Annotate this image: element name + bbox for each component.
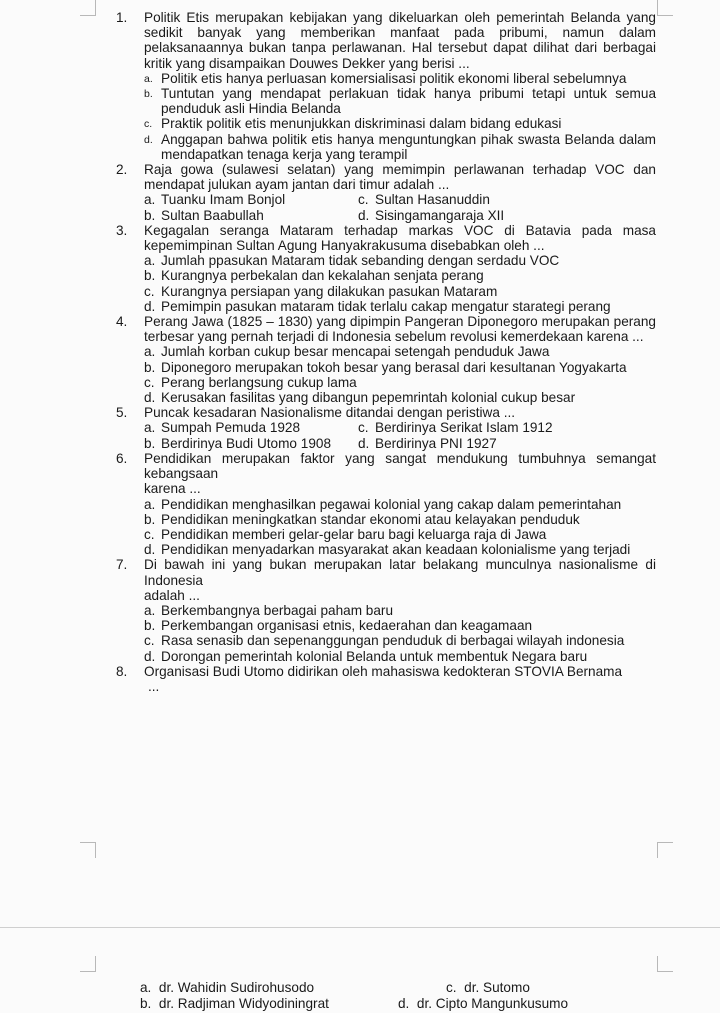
options-row-1 xyxy=(140,980,660,996)
option-c: c. Rasa senasib dan sepenanggungan penduduk di berbagai wilayah indonesia xyxy=(144,633,625,649)
option-b: b. Sultan Baabullah xyxy=(144,207,264,223)
option-b: b. Kurangnya perbekalan dan kekalahan senjata perang xyxy=(144,268,484,284)
option-a: a. Sumpah Pemuda 1928 xyxy=(144,420,301,436)
option-d: d. Anggapan bahwa politik etis hanya menguntungkan pihak swasta Belanda dalam mendapatkan tenaga kerja yang terampil xyxy=(144,131,656,162)
option-c: c. Pendidikan memberi gelar-gelar baru bagi keluarga raja di Jawa xyxy=(144,526,547,542)
question-text: Politik Etis merupakan kebijakan yang dikeluarkan oleh pemerintah Belanda yang sedikit banyak yang memberikan manfaat pada pribumi, namun dalam pelaksanaannya bukan tanpa perlawanan. Hal tersebut dapat dilihat dari berbagai kritik yang disampaikan Douwes Dekker yang berisi ... xyxy=(144,10,656,71)
question-1 xyxy=(116,10,656,162)
option-d: d. Sisingamangaraja XII xyxy=(358,207,505,223)
question-text-continued: adalah ... xyxy=(144,587,200,603)
option-b: b. Perkembangan organisasi etnis, kedaerahan dan keagamaan xyxy=(144,618,533,634)
question-6 xyxy=(116,451,656,557)
question-5 xyxy=(116,405,656,451)
options-row-2 xyxy=(140,996,660,1012)
option-b: b. Diponegoro merupakan tokoh besar yang berasal dari kesultanan Yogyakarta xyxy=(144,359,627,375)
option-b: b. dr. Radjiman Widyodiningrat xyxy=(140,996,329,1011)
option-b: b. Pendidikan meningkatkan standar ekonomi atau kelayakan penduduk xyxy=(144,511,580,527)
option-a: a. Berkembangnya berbagai paham baru xyxy=(144,602,394,618)
option-a: a. Tuanku Imam Bonjol xyxy=(144,192,286,208)
option-d: d. Kerusakan fasilitas yang dibangun pepemrintah kolonial cukup besar xyxy=(144,390,576,406)
question-8-options xyxy=(140,980,660,1012)
option-c: c. Praktik politik etis menunjukkan diskriminasi dalam bidang edukasi xyxy=(144,116,562,132)
option-a: a. Pendidikan menghasilkan pegawai kolonial yang cakap dalam pemerintahan xyxy=(144,496,622,512)
question-number: 6. xyxy=(116,450,128,466)
question-text: Di bawah ini yang bukan merupakan latar belakang munculnya nasionalisme di Indonesia xyxy=(144,557,656,588)
option-d: d. Pendidikan menyadarkan masyarakat akan keadaan kolonialisme yang terjadi xyxy=(144,542,631,558)
question-number: 3. xyxy=(116,222,128,238)
option-d: d. Dorongan pemerintah kolonial Belanda untuk membentuk Negara baru xyxy=(144,648,588,664)
question-4 xyxy=(116,314,656,405)
question-text: Perang Jawa (1825 – 1830) yang dipimpin Pangeran Diponegoro merupakan perang terbesar yang pernah terjadi di Indonesia sebelum revolusi kemerdekaan karena ... xyxy=(144,314,656,345)
page-divider xyxy=(0,927,720,928)
question-number: 8. xyxy=(116,663,128,679)
option-a: a. dr. Wahidin Sudirohusodo xyxy=(140,980,315,995)
crop-mark-bottom-right xyxy=(657,956,673,972)
question-text: Pendidikan merupakan faktor yang sangat mendukung tumbuhnya semangat kebangsaan xyxy=(144,450,656,482)
question-list xyxy=(116,10,656,694)
question-text-continued: ... xyxy=(148,678,160,694)
question-text: Raja gowa (sulawesi selatan) yang memimpin perlawanan terhadap VOC dan mendapat julukan ayam jantan dari timur adalah ... xyxy=(144,162,656,193)
option-b: b. Tuntutan yang mendapat perlakuan tidak hanya pribumi tetapi untuk semua penduduk asli Hindia Belanda xyxy=(144,86,656,117)
option-a: a. Politik etis hanya perluasan komersialisasi politik ekonomi liberal sebelumnya xyxy=(144,70,627,86)
crop-mark-top-left xyxy=(80,0,96,16)
option-d: d. dr. Cipto Mangunkusumo xyxy=(398,996,569,1011)
option-d: d. Berdirinya PNI 1927 xyxy=(358,435,497,451)
question-8 xyxy=(116,664,656,694)
question-number: 4. xyxy=(116,314,128,330)
option-c: c. Sultan Hasanuddin xyxy=(358,192,490,208)
option-b: b. Berdirinya Budi Utomo 1908 xyxy=(144,435,332,451)
option-c: c. Perang berlangsung cukup lama xyxy=(144,374,357,390)
question-2 xyxy=(116,162,656,223)
crop-mark-bottom-left xyxy=(80,956,96,972)
option-a: a. Jumlah ppasukan Mataram tidak sebanding dengan serdadu VOC xyxy=(144,253,560,269)
question-number: 5. xyxy=(116,405,128,421)
question-7 xyxy=(116,557,656,663)
question-number: 1. xyxy=(116,10,128,25)
question-text: Organisasi Budi Utomo didirikan oleh mahasiswa kedokteran STOVIA Bernama xyxy=(144,663,623,679)
crop-mark-middle-right xyxy=(657,842,673,858)
question-3 xyxy=(116,223,656,314)
question-text: Puncak kesadaran Nasionalisme ditandai dengan peristiwa ... xyxy=(144,405,516,421)
option-c: c. dr. Sutomo xyxy=(446,980,530,995)
crop-mark-middle-left xyxy=(80,842,96,858)
question-number: 2. xyxy=(116,162,128,178)
option-d: d. Pemimpin pasukan mataram tidak terlalu cakap mengatur starategi perang xyxy=(144,298,611,314)
option-a: a. Jumlah korban cukup besar mencapai setengah penduduk Jawa xyxy=(144,344,550,360)
question-text: Kegagalan seranga Mataram terhadap markas VOC di Batavia pada masa kepemimpinan Sultan Agung Hanyakrakusuma disebabkan oleh ... xyxy=(144,222,656,254)
question-text-continued: karena ... xyxy=(144,481,201,497)
option-c: c. Berdirinya Serikat Islam 1912 xyxy=(358,420,553,436)
crop-mark-top-right xyxy=(657,0,673,16)
option-c: c. Kurangnya persiapan yang dilakukan pasukan Mataram xyxy=(144,283,498,299)
question-number: 7. xyxy=(116,557,128,573)
